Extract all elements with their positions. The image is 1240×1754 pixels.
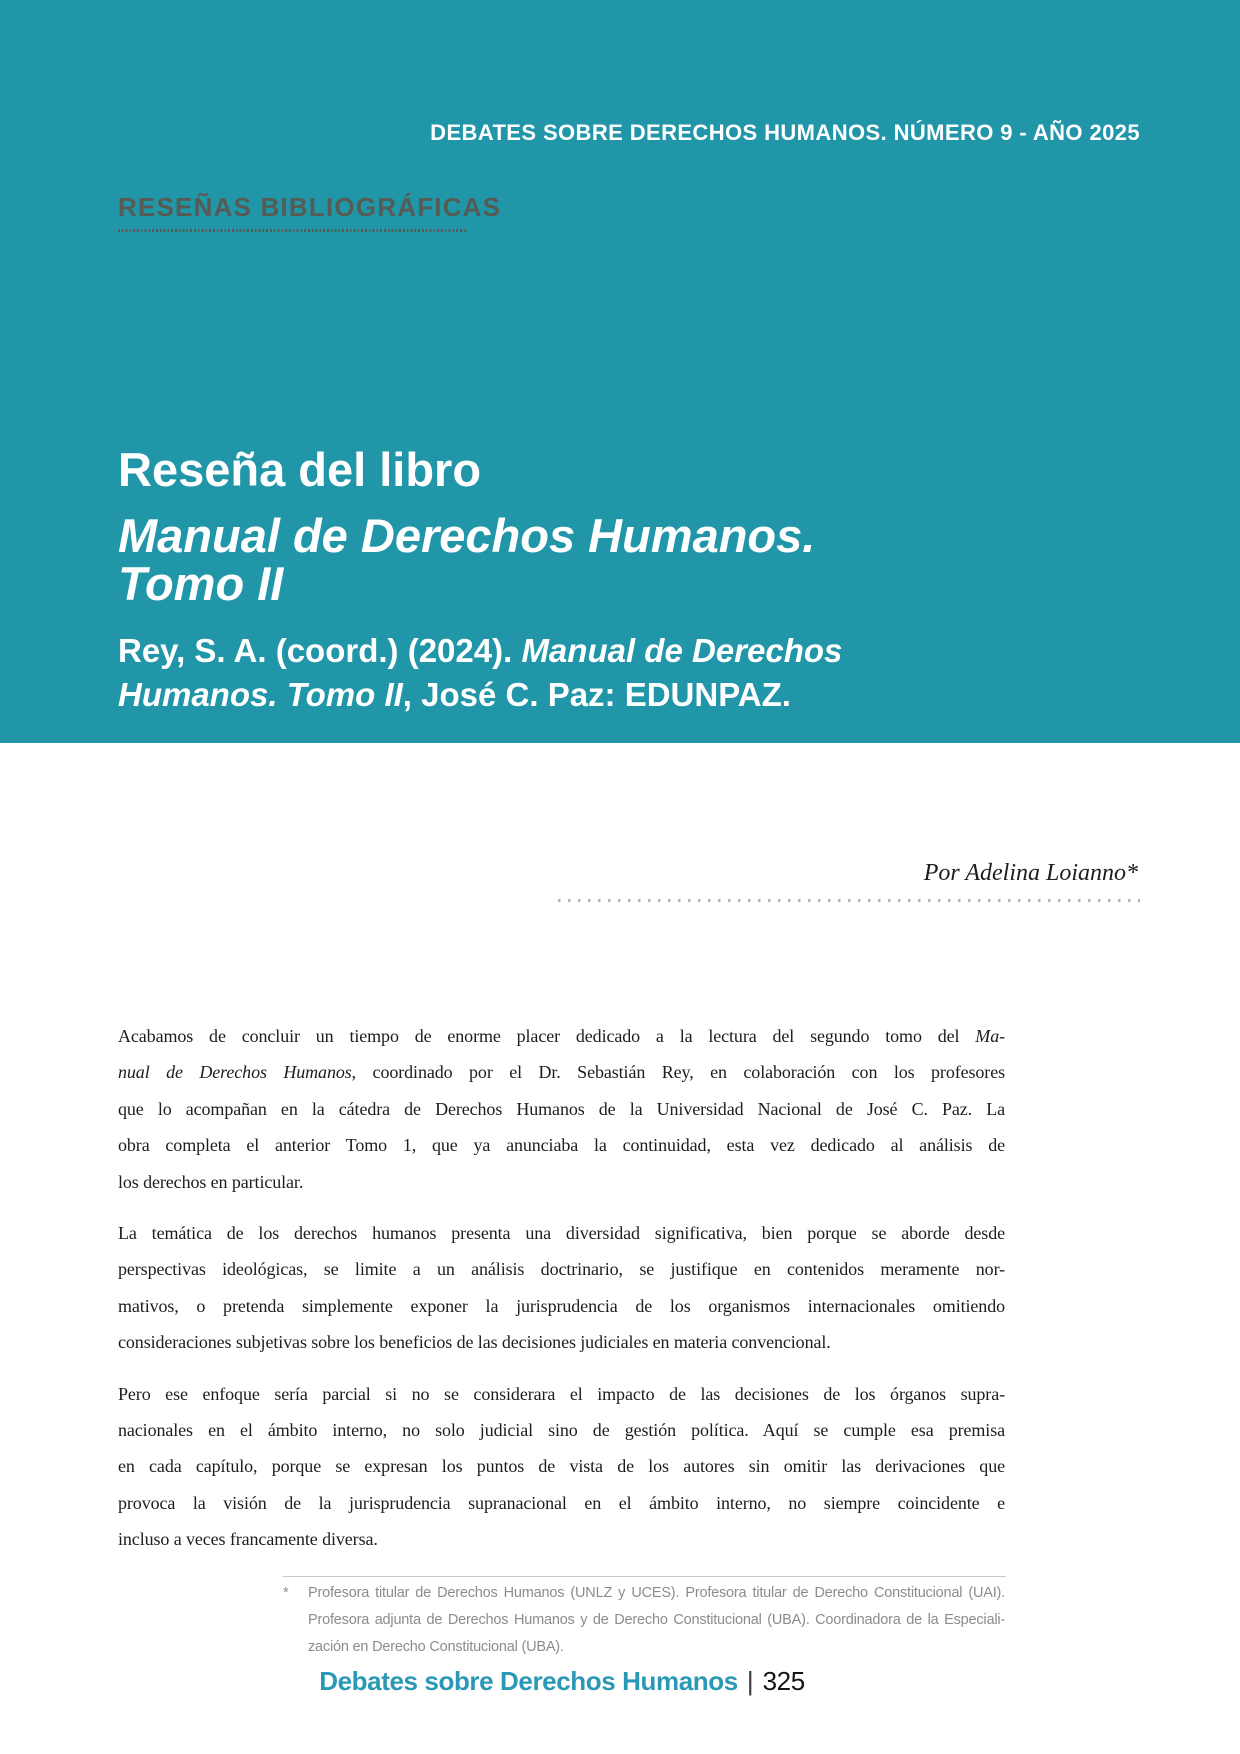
body-line: mativos, o pretenda simplemente exponer la jurisprudencia de los organismos internacionales omitiendo — [118, 1295, 1005, 1316]
body-line: Pero ese enfoque sería parcial si no se considerara el impacto de las decisiones de los órganos supra- — [118, 1383, 1005, 1404]
banner — [0, 0, 1240, 743]
body-line: en cada capítulo, porque se expresan los puntos de vista de los autores sin omitir las derivaciones que — [118, 1456, 1005, 1477]
body-line: que lo acompañan en la cátedra de Derechos Humanos de la Universidad Nacional de José C. Paz. La — [118, 1098, 1005, 1119]
body-line: Acabamos de concluir un tiempo de enorme placer dedicado a la lectura del segundo tomo del Ma- — [118, 1026, 1005, 1046]
body-line: consideraciones subjetivas sobre los beneficios de las decisiones judiciales en materia convencional. — [118, 1332, 831, 1353]
byline-dotted-rule — [558, 899, 1140, 902]
section-label: RESEÑAS BIBLIOGRÁFICAS — [118, 192, 502, 222]
footnote-line-3: zación en Derecho Constitucional (UBA). — [308, 1639, 564, 1655]
body-line: obra completa el anterior Tomo 1, que ya anunciaba la continuidad, esta vez dedicado al análisis de — [118, 1135, 1005, 1156]
body-line: provoca la visión de la jurisprudencia supranacional en el ámbito interno, no siempre coincidente e — [118, 1492, 1005, 1513]
book-citation — [118, 629, 842, 717]
body-line: perspectivas ideológicas, se limite a un análisis doctrinario, se justifique en contenidos meramente nor- — [118, 1259, 1005, 1280]
citation-line-1: Rey, S. A. (coord.) (2024). Manual de Derechos — [118, 632, 843, 669]
section-dotted-rule — [118, 229, 468, 232]
book-title-line-1: Manual de Derechos Humanos. — [118, 509, 816, 562]
footer-separator: | — [746, 1666, 754, 1696]
paragraph-1 — [118, 1018, 1005, 1200]
body-line: nacionales en el ámbito interno, no solo judicial sino de gestión política. Aquí se cumple esa premisa — [118, 1420, 1005, 1441]
citation-line-2: Humanos. Tomo II, José C. Paz: EDUNPAZ. — [118, 676, 791, 713]
body-line: incluso a veces francamente diversa. — [118, 1529, 378, 1550]
footnote-line-1: Profesora titular de Derechos Humanos (UNLZ y UCES). Profesora titular de Derecho Constitucional (UAI). — [308, 1585, 1005, 1601]
book-title — [118, 509, 816, 610]
paragraph-2 — [118, 1215, 1005, 1361]
body-line: los derechos en particular. — [118, 1171, 304, 1192]
body-line: La temática de los derechos humanos presenta una diversidad significativa, bien porque se aborde desde — [118, 1223, 1005, 1244]
article-body — [118, 1018, 1005, 1573]
body-line: nual de Derechos Humanos, coordinado por el Dr. Sebastián Rey, en colaboración con los profesores — [118, 1062, 1005, 1083]
footer-journal-title: Debates sobre Derechos Humanos — [319, 1666, 738, 1696]
footnote — [283, 1580, 1005, 1661]
page-footer — [118, 1666, 1006, 1697]
byline-author: Por Adelina Loianno* — [923, 860, 1138, 886]
issue-header: DEBATES SOBRE DERECHOS HUMANOS. NÚMERO 9 - AÑO 2025 — [430, 120, 1140, 145]
book-title-line-2: Tomo II — [118, 557, 284, 610]
footnote-marker: * — [283, 1585, 289, 1601]
footnote-line-2: Profesora adjunta de Derechos Humanos y de Derecho Constitucional (UBA). Coordinadora de la Especiali- — [308, 1612, 1005, 1628]
footnote-rule — [283, 1576, 1006, 1577]
paragraph-3 — [118, 1376, 1005, 1558]
footer-page-number: 325 — [762, 1666, 805, 1696]
page-title: Reseña del libro — [118, 443, 482, 496]
